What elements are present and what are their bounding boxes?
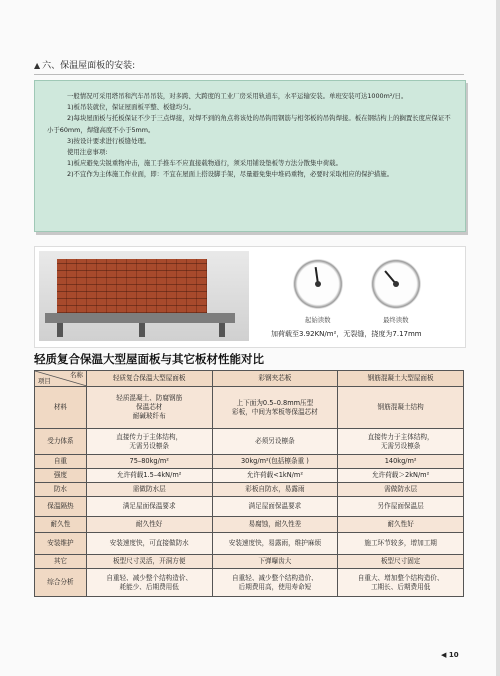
table-cell: 施工环节较多，增加工期 (338, 533, 464, 555)
table-cell: 允许荷载<1kN/m² (212, 469, 338, 483)
right-edge-bar (496, 0, 500, 676)
comparison-table (34, 370, 464, 597)
row-label: 自重 (35, 455, 87, 469)
row-label: 安装维护 (35, 533, 87, 555)
table-cell: 上下面为0.5–0.8mm压型 彩板，中间为苯板等保温芯材 (212, 387, 338, 429)
table-row (35, 429, 464, 455)
gauge-start-icon (293, 259, 343, 309)
row-label: 耐久性 (35, 517, 87, 533)
paragraph: 1)板吊装就位，保证屋面板平整、板缝均匀。 (67, 103, 195, 112)
brick-load-image (39, 251, 249, 341)
table-cell: 轻质混凝土、防腐钢筋 保温芯材 耐碱玻纤布 (86, 387, 212, 429)
section-heading (34, 58, 464, 75)
table-cell: 另作屋面保温层 (338, 497, 464, 517)
table-cell: 下弹曝齿大 (212, 555, 338, 569)
table-cell: 易腐蚀，耐久性差 (212, 517, 338, 533)
paragraph: 3)按设计要求进行板缝处理。 (67, 136, 151, 145)
paragraph: 使用注意事项: (67, 148, 108, 157)
table-cell: 140kg/m² (338, 455, 464, 469)
table-cell: 直接传力于主体结构， 无需另设檩条 (338, 429, 464, 455)
table-cell: 耐久性好 (86, 517, 212, 533)
page-number-value: 10 (448, 651, 459, 659)
table-cell: 板型尺寸固定 (338, 555, 464, 569)
table-row (35, 497, 464, 517)
table-cell: 允许荷载1.5–4kN/m² (86, 469, 212, 483)
table-row (35, 533, 464, 555)
table-row (35, 483, 464, 497)
column-header: 轻质复合保温大型屋面板 (86, 371, 212, 387)
table-cell: 必须另设檩条 (212, 429, 338, 455)
row-label: 综合分析 (35, 569, 87, 597)
gauge-end-label: 最终读数 (383, 316, 409, 324)
page-number (441, 651, 459, 659)
table-cell: 满足屋面保温要求 (86, 497, 212, 517)
row-label: 保温隔热 (35, 497, 87, 517)
triangle-icon: ▲ (34, 61, 41, 70)
table-cell: 需做防水层 (338, 483, 464, 497)
paragraph: 1)板应避免尖锐重物冲击，施工手推车不应直接载物通行，须采用铺设垫板等方法分散集中荷载。 (67, 159, 342, 168)
table-cell: 自重轻、减少整个结构造价、 后期费用高，使用寿命短 (212, 569, 338, 597)
row-label: 防水 (35, 483, 87, 497)
row-label: 受力体系 (35, 429, 87, 455)
table-row (35, 569, 464, 597)
page-arrow-icon: ◀ (441, 651, 447, 659)
table-cell: 30kg/m²(包括檩条重 ) (212, 455, 338, 469)
section-title: 六、保温屋面板的安装: (42, 61, 136, 71)
table-cell: 耐久性好 (338, 517, 464, 533)
table-row (35, 455, 464, 469)
gauge-start-label: 起始读数 (305, 316, 331, 324)
table-row (35, 469, 464, 483)
column-header: 钢筋混凝土大型屋面板 (338, 371, 464, 387)
corner-top-label: 名称 (70, 371, 83, 379)
table-cell: 钢筋混凝土结构 (338, 387, 464, 429)
table-cell: 安装速度快，可直接做防水 (86, 533, 212, 555)
table-title: 轻质复合保温大型屋面板与其它板材性能对比 (34, 352, 264, 366)
load-test-photo (34, 246, 466, 348)
table-cell: 75–80kg/m² (86, 455, 212, 469)
gauge-end-icon (371, 259, 421, 309)
table-row (35, 517, 464, 533)
table-cell: 需做防水层 (86, 483, 212, 497)
table-cell: 自重轻、减少整个结构造价、 耗能少、后期费用低 (86, 569, 212, 597)
column-header: 彩钢夹芯板 (212, 371, 338, 387)
table-cell: 允许荷载＞2kN/m² (338, 469, 464, 483)
row-label: 其它 (35, 555, 87, 569)
table-row (35, 387, 464, 429)
row-label: 强度 (35, 469, 87, 483)
corner-cell (35, 371, 87, 387)
table-row (35, 555, 464, 569)
corner-bottom-label: 项目 (38, 377, 51, 385)
table-cell: 彩板自防水，易露雨 (212, 483, 338, 497)
table-cell: 满足屋面保温要求 (212, 497, 338, 517)
table-cell: 板型尺寸灵活，开洞方便 (86, 555, 212, 569)
photo-caption: 加荷载至3.92KN/m²，无裂缝，挠度为7.17mm (271, 330, 422, 338)
table-cell: 安装速度快，易露雨，维护麻烦 (212, 533, 338, 555)
row-label: 材料 (35, 387, 87, 429)
paragraph: 一般情况可采用塔吊和汽车吊吊装，对多跨、大跨度的工业厂房采用轨道车，水平运输安装。单班安装可达1000m²/日。 (67, 92, 408, 100)
table-cell: 直接传力于主体结构， 无需另设檩条 (86, 429, 212, 455)
table-header-row (35, 371, 464, 387)
table-cell: 自重大、增加整个结构造价、 工期长、后期费用低 (338, 569, 464, 597)
paragraph: 2)每块屋面板与托板保证不少于三点焊接，对焊不到的角点将该处的吊钩用钢筋与相邻板的吊钩焊接。板在钢结构上的搁置长度应保证不小于60mm，焊缝高度不小于5mm。 (47, 114, 451, 134)
install-notes-box (34, 80, 466, 232)
paragraph: 2)不宜作为主体施工作业面，即：不宜在屋面上搭设脚手架，尽量避免集中堆码重物，必要时采取相应的保护措施。 (67, 170, 394, 179)
